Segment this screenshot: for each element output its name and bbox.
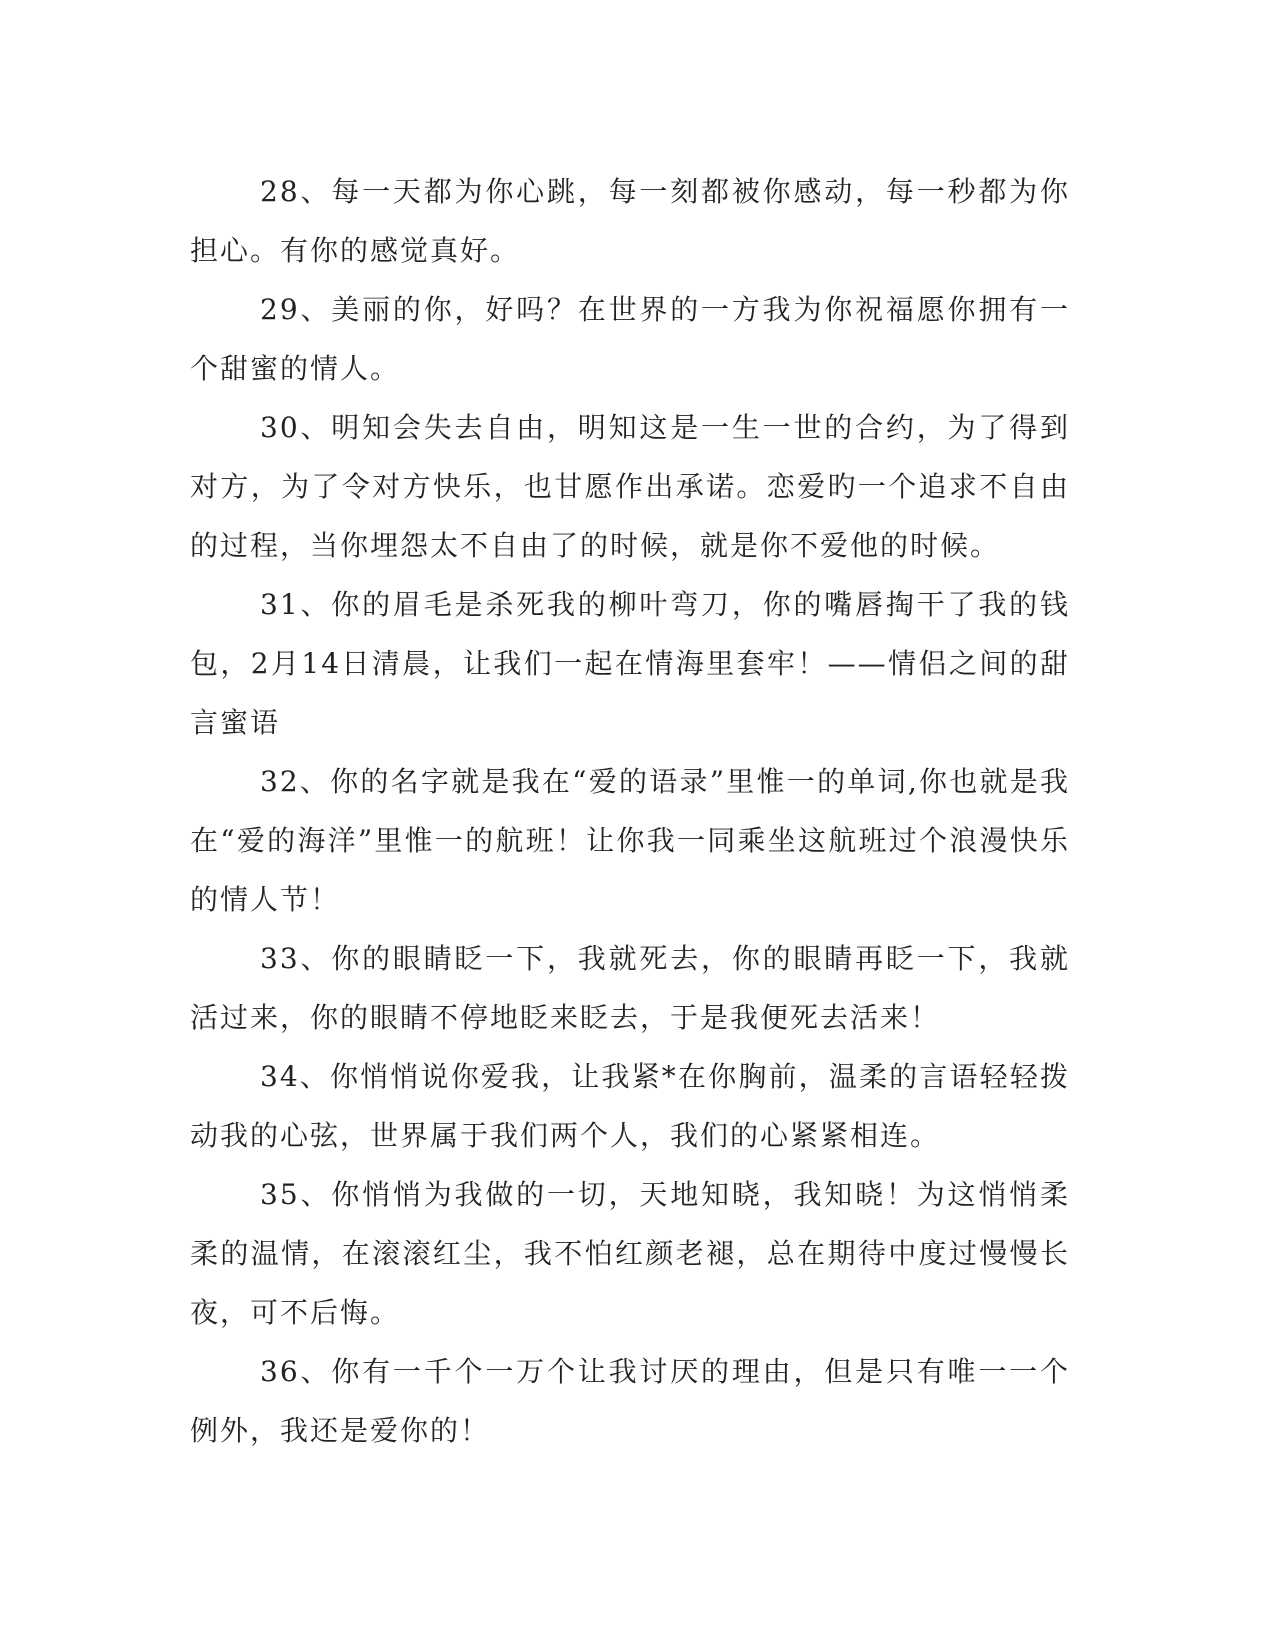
- paragraph-32: 32、你的名字就是我在“爱的语录”里惟一的单词,你也就是我在“爱的海洋”里惟一的航班！让你我一同乘坐这航班过个浪漫快乐的情人节！: [190, 765, 1070, 916]
- paragraph-35: 35、你悄悄为我做的一切，天地知晓，我知晓！为这悄悄柔柔的温情，在滚滚红尘，我不怕红颜老褪，总在期待中度过慢慢长夜，可不后悔。: [190, 1178, 1070, 1329]
- document-body: [190, 162, 1070, 1460]
- paragraph-33: 33、你的眼睛眨一下，我就死去，你的眼睛再眨一下，我就活过来，你的眼睛不停地眨来眨去，于是我便死去活来！: [190, 942, 1070, 1034]
- paragraph-30: 30、明知会失去自由，明知这是一生一世的合约，为了得到对方，为了令对方快乐，也甘愿作出承诺。恋爱旳一个追求不自由的过程，当你埋怨太不自由了的时候，就是你不爱他的时候。: [190, 411, 1070, 562]
- paragraph-28: 28、每一天都为你心跳，每一刻都被你感动，每一秒都为你担心。有你的感觉真好。: [190, 175, 1070, 267]
- paragraph-31: 31、你的眉毛是杀死我的柳叶弯刀，你的嘴唇掏干了我的钱包，2月14日清晨，让我们一起在情海里套牢！——情侣之间的甜言蜜语: [190, 588, 1070, 739]
- paragraph-34: 34、你悄悄说你爱我，让我紧*在你胸前，温柔的言语轻轻拨动我的心弦，世界属于我们两个人，我们的心紧紧相连。: [190, 1060, 1070, 1152]
- paragraph-29: 29、美丽的你，好吗？在世界的一方我为你祝福愿你拥有一个甜蜜的情人。: [190, 293, 1070, 385]
- paragraph-36: 36、你有一千个一万个让我讨厌的理由，但是只有唯一一个例外，我还是爱你的！: [190, 1355, 1070, 1447]
